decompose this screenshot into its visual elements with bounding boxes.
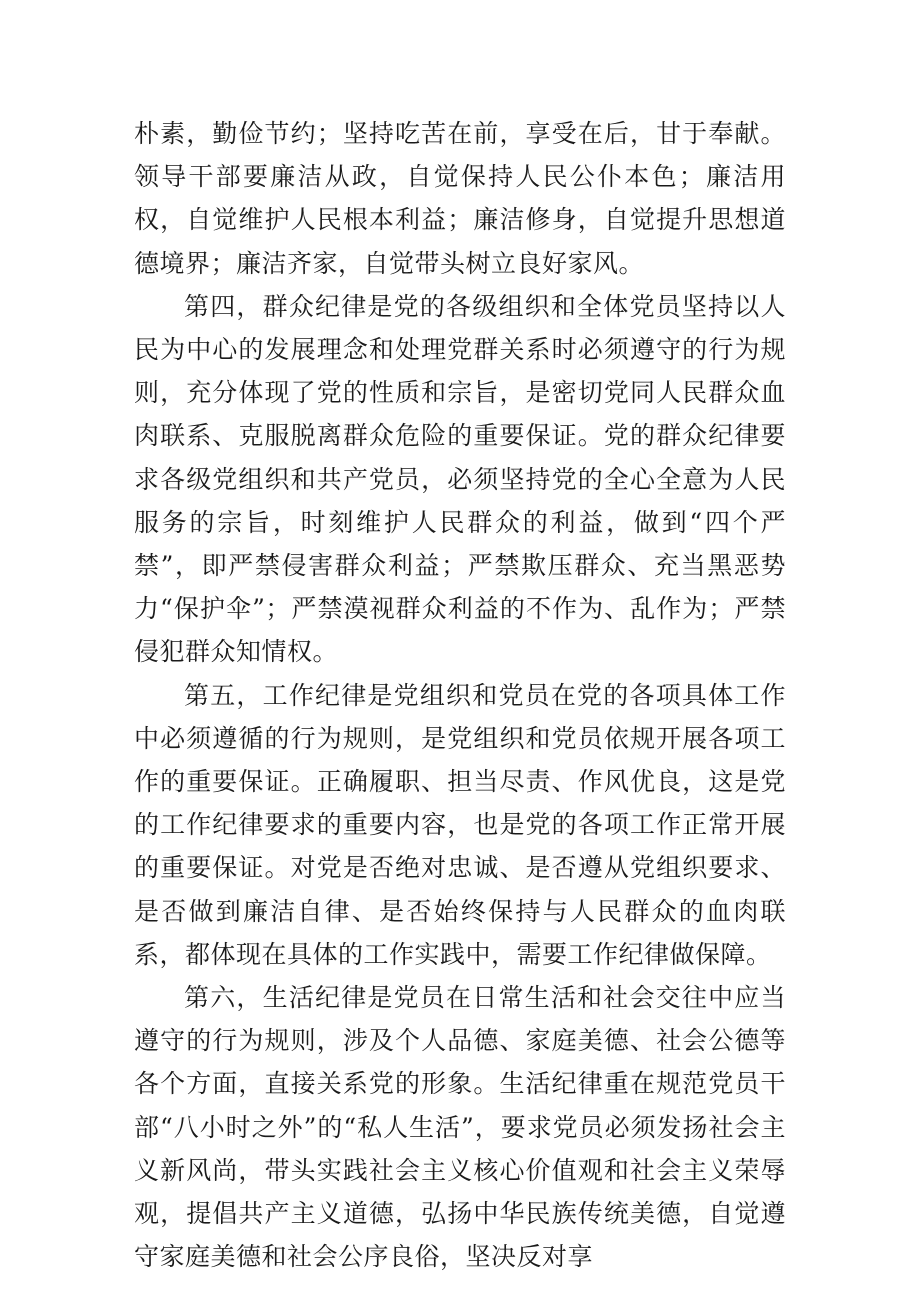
paragraph-mass-discipline: 第四，群众纪律是党的各级组织和全体党员坚持以人民为中心的发展理念和处理党群关系时必须遵守的行为规则，充分体现了党的性质和宗旨，是密切党同人民群众血肉联系、克服脱离群众危险的重要保证。党的群众纪律要求各级党组织和共产党员，必须坚持党的全心全意为人民服务的宗旨，时刻维护人民群众的利益，做到“四个严禁”，即严禁侵害群众利益；严禁欺压群众、充当黑恶势力“保护伞”；严禁漠视群众利益的不作为、乱作为；严禁侵犯群众知情权。 [134,291,786,667]
paragraph-life-discipline: 第六，生活纪律是党员在日常生活和社会交往中应当遵守的行为规则，涉及个人品德、家庭美德、社会公德等各个方面，直接关系党的形象。生活纪律重在规范党员干部“八小时之外”的“私人生活”，要求党员必须发扬社会主义新风尚，带头实践社会主义核心价值观和社会主义荣辱观，提倡共产主义道德，弘扬中华民族传统美德，自觉遵守家庭美德和社会公序良俗，坚决反对享 [134,983,786,1272]
document-body [134,112,786,1278]
paragraph-work-discipline: 第五，工作纪律是党组织和党员在党的各项具体工作中必须遵循的行为规则，是党组织和党员依规开展各项工作的重要保证。正确履职、担当尽责、作风优良，这是党的工作纪律要求的重要内容，也是党的各项工作正常开展的重要保证。对党是否绝对忠诚、是否遵从党组织要求、是否做到廉洁自律、是否始终保持与人民群众的血肉联系，都体现在具体的工作实践中，需要工作纪律做保障。 [134,680,786,969]
paragraph-continuation: 朴素，勤俭节约；坚持吃苦在前，享受在后，甘于奉献。领导干部要廉洁从政，自觉保持人民公仆本色；廉洁用权，自觉维护人民根本利益；廉洁修身，自觉提升思想道德境界；廉洁齐家，自觉带头树立良好家风。 [134,119,786,278]
